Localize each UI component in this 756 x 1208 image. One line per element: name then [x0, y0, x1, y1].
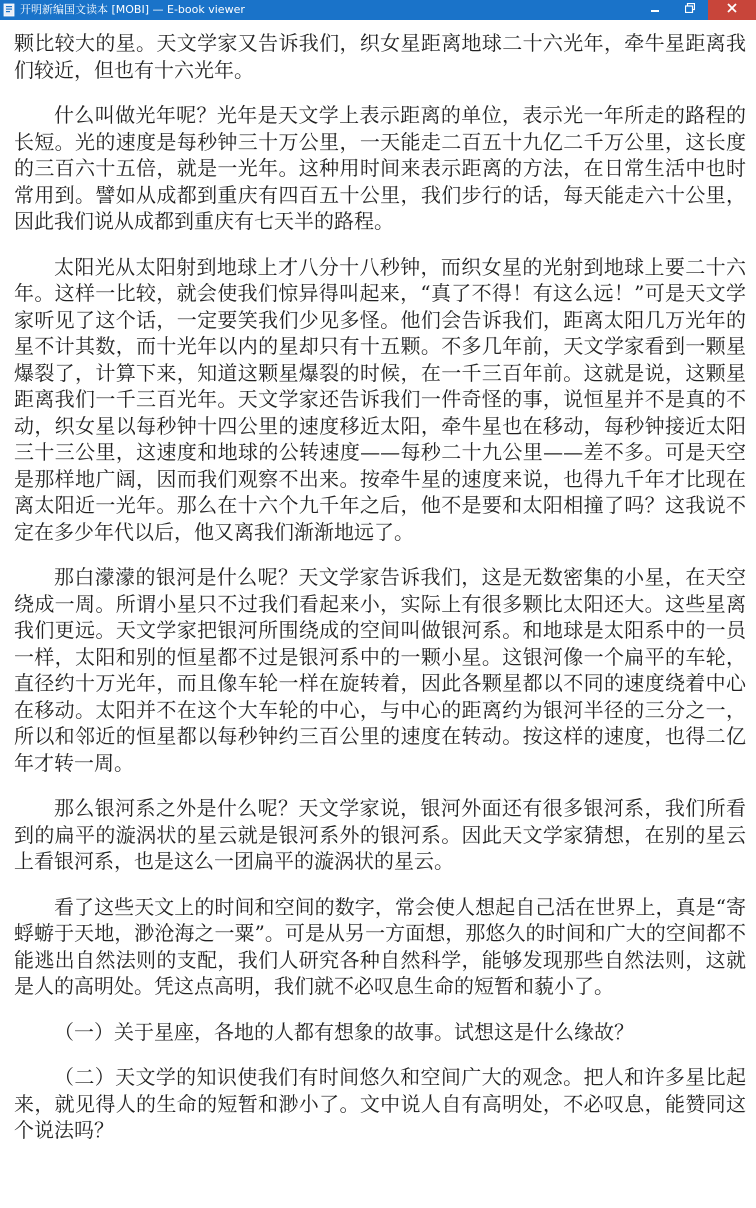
paragraph-conclusion: 看了这些天文上的时间和空间的数字，常会使人想起自己活在世界上，真是“寄蜉蝣于天地，渺沧海之一粟”。可是从另一方面想，那悠久的时间和广大的空间都不能逃出自然法则的支配，我们人研究各种自然科学，能够发现那些自然法则，这就是人的高明处。凭这点高明，我们就不必叹息生命的短暂和藐小了。	[14, 894, 746, 998]
paragraph-galaxies: 那么银河系之外是什么呢？天文学家说，银河外面还有很多银河系，我们所看到的扁平的漩涡状的星云就是银河系外的银河系。因此天文学家猜想，在别的星云上看银河系，也是这么一团扁平的漩涡状的星云。	[14, 796, 746, 873]
close-icon	[727, 0, 737, 20]
exercise-question-2: （二）天文学的知识使我们有时间悠久和空间广大的观念。把人和许多星比起来，就见得人的生命的短暂和渺小了。文中说人自有高明处，不必叹息，能赞同这个说法吗？	[14, 1065, 746, 1142]
maximize-button[interactable]	[673, 0, 707, 20]
exercise-question-1: （一）关于星座，各地的人都有想象的故事。试想这是什么缘故？	[54, 1019, 634, 1044]
title-bar[interactable]	[0, 0, 756, 20]
close-button[interactable]	[708, 0, 756, 20]
minimize-icon	[650, 0, 660, 20]
paragraph-light-year: 什么叫做光年呢？光年是天文学上表示距离的单位，表示光一年所走的路程的长短。光的速度是每秒钟三十万公里，一天能走二百五十九亿二千万公里，这长度的三百六十五倍，就是一光年。这种用时间来表示距离的方法，在日常生活中也时常用到。譬如从成都到重庆有四百五十公里，我们步行的话，每天能走六十公里，因此我们说从成都到重庆有七天半的路程。	[14, 103, 746, 233]
paragraph-continuation: 颗比较大的星。天文学家又告诉我们，织女星距离地球二十六光年，牵牛星距离我们较近，但也有十六光年。	[14, 31, 746, 82]
book-icon	[3, 3, 15, 17]
paragraph-star-distance: 太阳光从太阳射到地球上才八分十八秒钟，而织女星的光射到地球上要二十六年。这样一比较，就会使我们惊异得叫起来，“真了不得！有这么远！”可是天文学家听见了这个话，一定要笑我们少见多怪。他们会告诉我们，距离太阳几万光年的星不计其数，而十光年以内的星却只有十五颗。不多几年前，天文学家看到一颗星爆裂了，计算下来，知道这颗星爆裂的时候，在一千三百年前。这就是说，这颗星距离我们一千三百光年。天文学家还告诉我们一件奇怪的事，说恒星并不是真的不动，织女星以每秒钟十四公里的速度移近太阳，牵牛星也在移动，每秒钟接近太阳三十三公里，这速度和地球的公转速度——每秒二十九公里——差不多。可是天空是那样地广阔，因而我们观察不出来。按牵牛星的速度来说，也得九千年才比现在离太阳近一光年。那么在十六个九千年之后，他不是要和太阳相撞了吗？这我说不定在多少年代以后，他又离我们渐渐地远了。	[14, 254, 746, 544]
window-title: 开明新编国文读本 [MOBI] — E-book viewer	[20, 3, 245, 16]
paragraph-milky-way: 那白濛濛的银河是什么呢？天文学家告诉我们，这是无数密集的小星，在天空绕成一周。所谓小星只不过我们看起来小，实际上有很多颗比太阳还大。这些星离我们更远。天文学家把银河所围绕成的空间叫做银河系。和地球是太阳系中的一员一样，太阳和别的恒星都不过是银河系中的一颗小星。这银河像一个扁平的车轮，直径约十万光年，而且像车轮一样在旋转着，因此各颗星都以不同的速度绕着中心在移动。太阳并不在这个大车轮的中心，与中心的距离约为银河半径的三分之一，所以和邻近的恒星都以每秒钟约三百公里的速度在转动。按这样的速度，也得二亿年才转一周。	[14, 565, 746, 775]
book-page-content[interactable]	[0, 20, 756, 1208]
minimize-button[interactable]	[638, 0, 672, 20]
restore-icon	[685, 0, 695, 20]
